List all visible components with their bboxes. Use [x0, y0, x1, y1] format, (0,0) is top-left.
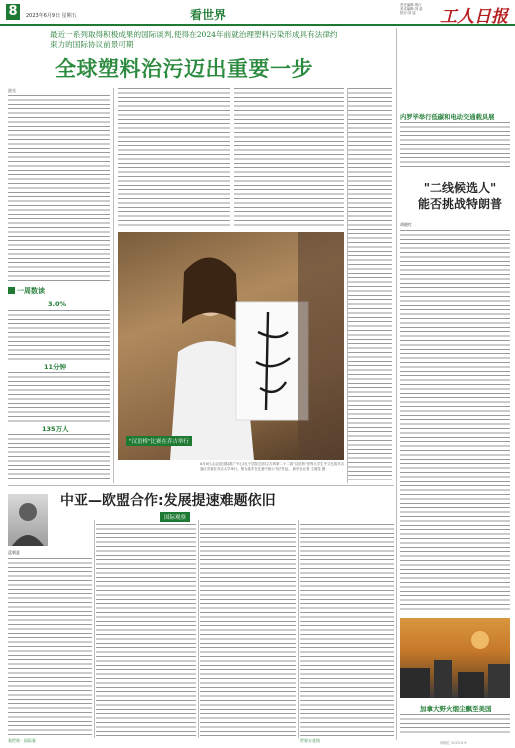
right-story2-title: "二线候选人" 能否挑战特朗普 — [417, 181, 502, 211]
key-figures-title: 一周数读 — [8, 286, 45, 296]
sino-col1 — [8, 558, 92, 738]
figure-1: 3.0% — [48, 300, 67, 308]
lead-body-col2 — [118, 88, 230, 228]
lead-byline: 波光 — [8, 88, 16, 93]
author-silhouette — [8, 494, 48, 546]
smoke-illustration — [400, 618, 510, 698]
header-date: 2023年6月9日 星期五 — [26, 13, 77, 19]
sino-author: 蓝朝夏 — [8, 550, 20, 555]
lead-body-col1 — [8, 95, 110, 281]
photo-caption-tag: "汉语桥"比赛在乔吉举行 — [126, 436, 192, 446]
right-photo — [400, 618, 510, 698]
sino-col2 — [96, 524, 196, 738]
foot-tag-2: 世界万花筒 — [300, 738, 320, 743]
editor-info: 责任编辑:胡行 美术编辑:刘 骁 校对:刘 骁 — [400, 3, 423, 16]
right-photo-caption-body — [400, 714, 510, 736]
sino-title: 中亚—欧盟合作:发展提速难题依旧 — [60, 493, 276, 509]
page-footer: 胡晓红 2023 6 9 — [440, 741, 467, 745]
photo-illustration — [118, 232, 344, 460]
lead-body-col3 — [234, 88, 344, 228]
figures-icon — [8, 287, 15, 294]
sino-tag: 国际观察 — [160, 512, 190, 522]
figure-2-text — [8, 372, 110, 422]
figure-1-text — [8, 310, 110, 360]
lead-title: 全球塑料治污迈出重要一步 — [55, 57, 313, 81]
foot-tag: 看世界 · 国际看 — [8, 738, 36, 743]
photo-caption: 6月8日,由汉语国际推广中心(孔子学院总部)主办的第二十二届"汉语桥"世界大学生中文比赛乔吉赛区决赛在乔吉大学举行。图为选手在比赛中展示书法作品。 新华社记者 王湘龙 摄 — [200, 462, 344, 471]
figure-2: 11分钟 — [44, 363, 67, 371]
lead-subtitle: 最近一系列取得积极成果的国际谈判,使得在2024年前就治理塑料污染形成具有法律约束力的国际协议前景可期 — [50, 30, 338, 49]
right-story2-body — [400, 230, 510, 610]
figure-3: 135万人 — [42, 425, 69, 433]
sino-col3 — [200, 524, 296, 738]
header-section: 看世界 — [190, 8, 227, 22]
masthead: 工人日报 — [440, 7, 508, 27]
figure-3-text — [8, 434, 110, 480]
sino-col4 — [300, 524, 394, 738]
right-story2-byline: 胡晓红 — [400, 222, 412, 227]
news-photo — [118, 232, 344, 460]
page-number-badge: 8 — [6, 4, 20, 20]
right-narrative-1 — [348, 88, 392, 480]
author-photo — [8, 494, 48, 546]
header-bar — [0, 0, 515, 26]
right-story1-body — [400, 122, 510, 168]
right-photo-caption: 加拿大野火烟尘飘至美国 — [420, 705, 492, 713]
right-story1-title: 内罗毕举行低碳和电动交通载具展 — [400, 114, 495, 121]
